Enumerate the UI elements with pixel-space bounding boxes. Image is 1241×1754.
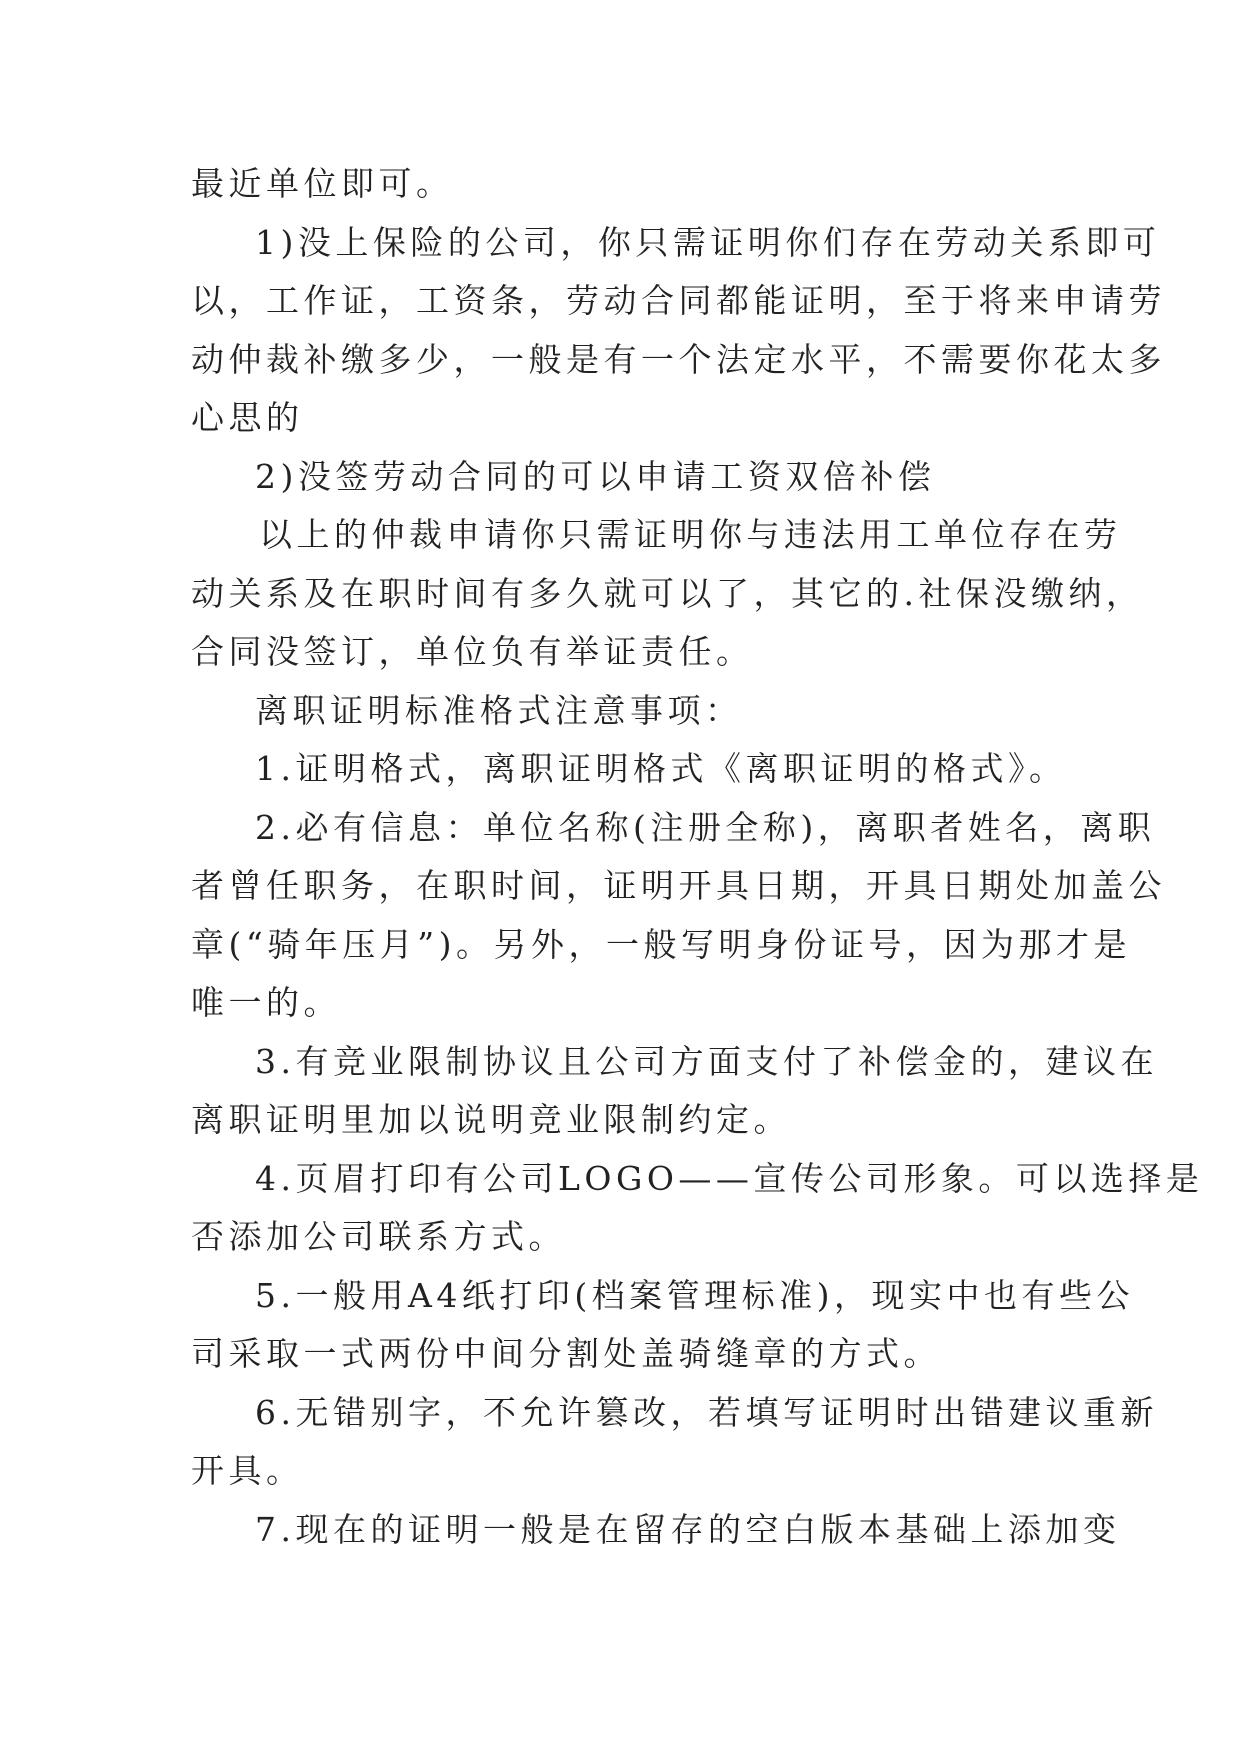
text-line: 6.无错别字，不允许篡改，若填写证明时出错建议重新: [255, 1392, 1158, 1432]
text-line: 最近单位即可。: [191, 164, 454, 203]
text-line: 章(“骑年压月”)。另外，一般写明身份证号，因为那才是: [191, 924, 1131, 964]
text-line: 5.一般用A4纸打印(档案管理标准)，现实中也有些公: [255, 1275, 1135, 1315]
text-line: 1.证明格式，离职证明格式《离职证明的格式》。: [255, 749, 1067, 788]
text-line: 1)没上保险的公司，你只需证明你们存在劳动关系即可: [255, 222, 1161, 262]
text-line: 3.有竞业限制协议且公司方面支付了补偿金的，建议在: [255, 1041, 1158, 1081]
text-line: 合同没签订，单位负有举证责任。: [191, 632, 754, 671]
text-line: 4.页眉打印有公司LOGO——宣传公司形象。可以选择是: [255, 1158, 1204, 1198]
text-line: 动仲裁补缴多少，一般是有一个法定水平，不需要你花太多: [191, 339, 1166, 379]
text-line: 否添加公司联系方式。: [191, 1217, 566, 1256]
document-body: [191, 155, 1204, 1559]
text-line: 者曾任职务，在职时间，证明开具日期，开具日期处加盖公: [191, 866, 1166, 905]
text-line: 唯一的。: [191, 983, 341, 1022]
text-line: 2.必有信息：单位名称(注册全称)，离职者姓名，离职: [255, 807, 1156, 847]
text-line: 离职证明里加以说明竞业限制约定。: [191, 1100, 791, 1139]
text-line: 以，工作证，工资条，劳动合同都能证明，至于将来申请劳: [191, 281, 1166, 320]
text-line: 以上的仲裁申请你只需证明你与违法用工单位存在劳: [259, 515, 1122, 554]
text-line: 开具。: [191, 1451, 304, 1490]
text-line: 心思的: [191, 398, 304, 437]
text-line: 7.现在的证明一般是在留存的空白版本基础上添加变: [255, 1509, 1121, 1549]
text-line: 离职证明标准格式注意事项：: [255, 690, 743, 730]
text-line: 司采取一式两份中间分割处盖骑缝章的方式。: [191, 1334, 941, 1373]
text-line: 动关系及在职时间有多久就可以了，其它的.社保没缴纳，: [191, 573, 1144, 613]
text-line: 2)没签劳动合同的可以申请工资双倍补偿: [255, 456, 936, 496]
